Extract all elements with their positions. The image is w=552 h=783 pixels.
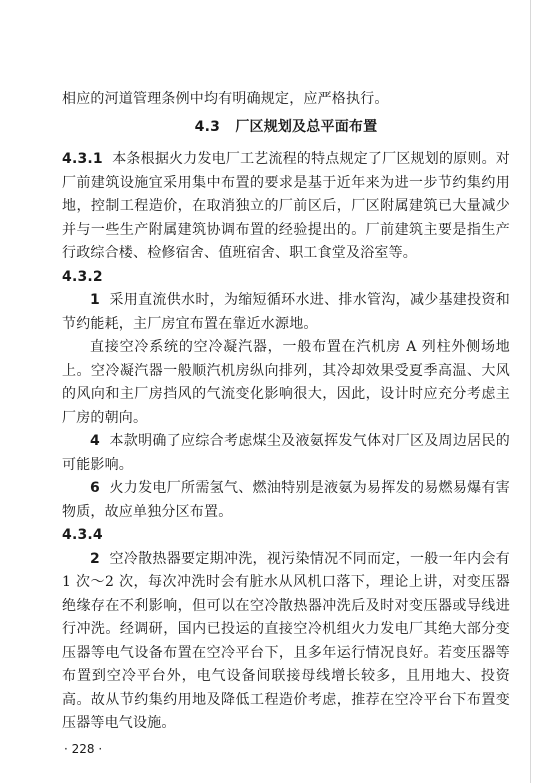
section-heading bbox=[62, 116, 510, 140]
clause-number: 4.3.4 bbox=[62, 527, 103, 543]
clause-4-3-2-paragraph-2: 直接空冷系统的空冷凝汽器，一般布置在汽机房 A 列柱外侧场地上。空冷凝汽器一般顺汽机房纵向排列，其冷却效果受夏季高温、大风的风向和主厂房挡风的气流变化影响很大，因此，设计时应充分考虑主厂房的朝向。 bbox=[62, 339, 510, 426]
clause-number: 4.3.2 bbox=[62, 268, 103, 285]
page-edge-line bbox=[530, 0, 531, 783]
item-text: 火力发电厂所需氢气、燃油特别是液氨为易挥发的易燃易爆有害物质，故应单独分区布置。 bbox=[62, 480, 510, 520]
section-heading-title: 厂区规划及总平面布置 bbox=[235, 118, 378, 135]
clause-4-3-4-number bbox=[62, 524, 510, 548]
clause-4-3-4-item-2 bbox=[62, 548, 510, 736]
clause-4-3-2-item-1 bbox=[62, 289, 510, 336]
item-text: 空冷散热器要定期冲洗，视污染情况不同而定，一般一年内会有 1 次～2 次，每次冲洗时会有脏水从风机口落下，理论上讲，对变压器绝缘存在不利影响，但可以在空冷散热器冲洗后及时对变压器或导线进行冲洗。经调研，国内已投运的直接空冷机组火力发电厂其绝大部分变压器等电气设备布置在空冷平台下，且多年运行情况良好。若变压器等布置到空冷平台外，电气设备间联接母线增长较多，且用地大、投资高。故从节约集约用地及降低工程造价考虑，推荐在空冷平台下布置变压器等电气设施。 bbox=[62, 550, 510, 731]
clause-4-3-1 bbox=[62, 148, 510, 266]
item-number: 6 bbox=[90, 480, 100, 496]
document-body bbox=[62, 88, 510, 736]
section-heading-number: 4.3 bbox=[194, 118, 221, 135]
item-number: 4 bbox=[90, 433, 100, 449]
intro-paragraph: 相应的河道管理条例中均有明确规定，应严格执行。 bbox=[62, 91, 389, 107]
clause-4-3-2-item-6 bbox=[62, 477, 510, 524]
page-number: · 228 · bbox=[64, 742, 103, 756]
item-text: 本款明确了应综合考虑煤尘及液氨挥发气体对厂区及周边居民的可能影响。 bbox=[62, 433, 510, 473]
clause-text: 本条根据火力发电厂工艺流程的特点规定了厂区规划的原则。对厂前建筑设施宜采用集中布置的要求是基于近年来为进一步节约集约用地，控制工程造价，在取消独立的厂前区后，厂区附属建筑已大量减少并与一些生产附属建筑协调布置的经验提出的。厂前建筑主要是指生产行政综合楼、检修宿舍、值班宿舍、职工食堂及浴室等。 bbox=[62, 151, 510, 261]
item-number: 1 bbox=[90, 292, 100, 308]
item-number: 2 bbox=[90, 550, 100, 567]
clause-4-3-2-item-4 bbox=[62, 430, 510, 477]
clause-4-3-2-number bbox=[62, 266, 510, 290]
item-text: 采用直流供水时，为缩短循环水进、排水管沟，减少基建投资和节约能耗，主厂房宜布置在靠近水源地。 bbox=[62, 292, 510, 332]
clause-number: 4.3.1 bbox=[62, 151, 103, 167]
